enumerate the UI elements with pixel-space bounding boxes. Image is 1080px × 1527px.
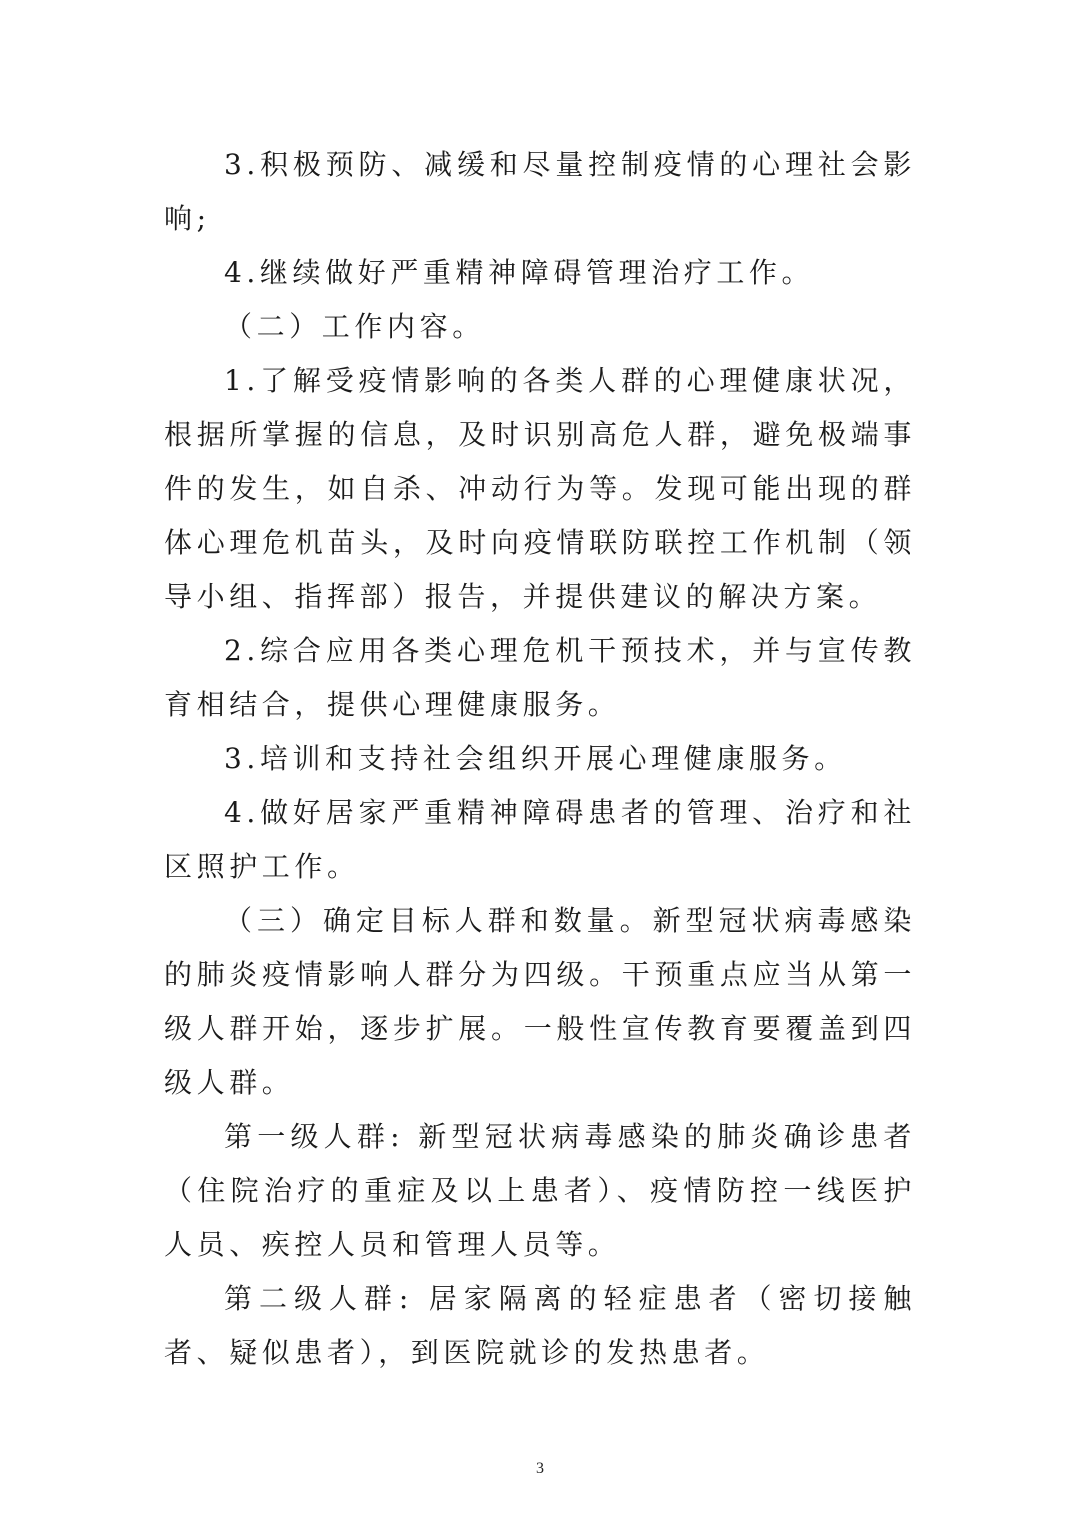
paragraph-goal-4: 4.继续做好严重精神障碍管理治疗工作。 [224, 256, 815, 289]
paragraph-content-4: 4.做好居家严重精神障碍患者的管理、治疗和社区照护工作。 [164, 796, 916, 883]
paragraph-content-3: 3.培训和支持社会组织开展心理健康服务。 [224, 742, 847, 775]
page-number: 3 [536, 1460, 544, 1477]
section-heading-work-content: （二）工作内容。 [224, 310, 485, 343]
document-body [164, 138, 916, 1380]
section-target-groups: （三）确定目标人群和数量。新型冠状病毒感染的肺炎疫情影响人群分为四级。干预重点应当从第一级人群开始，逐步扩展。一般性宣传教育要覆盖到四级人群。 [164, 904, 916, 1099]
paragraph-content-2: 2.综合应用各类心理危机干预技术，并与宣传教育相结合，提供心理健康服务。 [164, 634, 916, 721]
paragraph-content-1: 1.了解受疫情影响的各类人群的心理健康状况，根据所掌握的信息，及时识别高危人群，避免极端事件的发生，如自杀、冲动行为等。发现可能出现的群体心理危机苗头，及时向疫情联防联控工作机制（领导小组、指挥部）报告，并提供建议的解决方案。 [164, 364, 916, 613]
paragraph-level-1-group: 第一级人群: 新型冠状病毒感染的肺炎确诊患者（住院治疗的重症及以上患者）、疫情防控一线医护人员、疾控人员和管理人员等。 [164, 1120, 916, 1261]
paragraph-goal-3: 3.积极预防、减缓和尽量控制疫情的心理社会影响; [164, 148, 916, 235]
paragraph-level-2-group: 第二级人群: 居家隔离的轻症患者（密切接触者、疑似患者），到医院就诊的发热患者。 [164, 1282, 916, 1369]
